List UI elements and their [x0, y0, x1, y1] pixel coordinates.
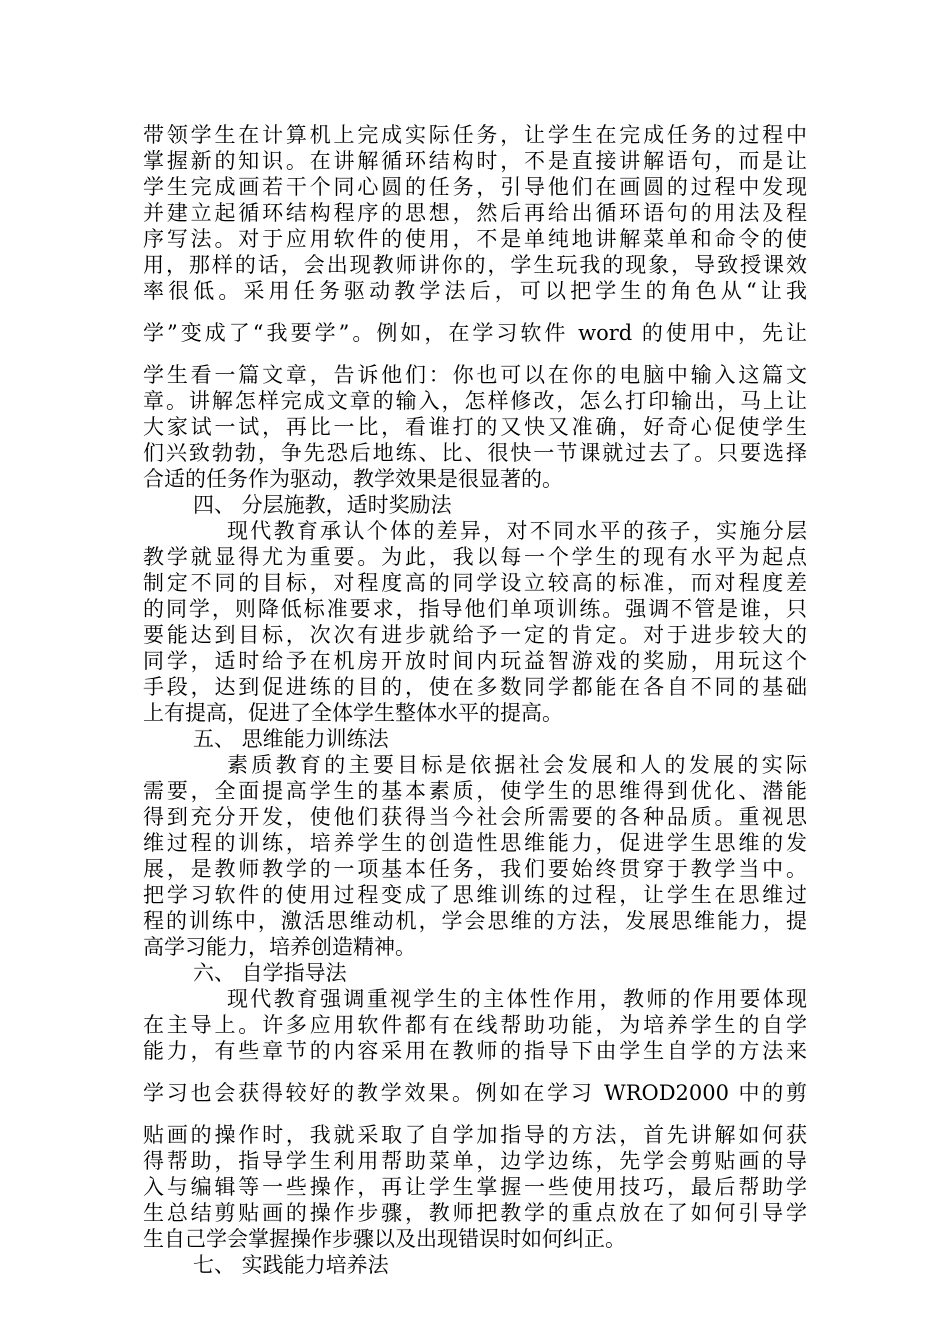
- text-line: 生自己学会掌握操作步骤以及出现错误时如何纠正。: [143, 1227, 626, 1251]
- document-body: [143, 122, 807, 1278]
- text-line: 展，是教师教学的一项基本任务，我们要始终贯穿于教学当中。: [143, 857, 807, 881]
- text-line: 大家试一试，再比一比，看谁打的又快又准确，好奇心促使学生: [143, 415, 807, 439]
- text-line: 素质教育的主要目标是依据社会发展和人的发展的实际: [227, 753, 807, 777]
- text-line: 生总结剪贴画的操作步骤，教师把教学的重点放在了如何引导学: [143, 1201, 807, 1225]
- text-line: 带领学生在计算机上完成实际任务，让学生在完成任务的过程中: [143, 123, 807, 147]
- text-line: 现代教育承认个体的差异，对不同水平的孩子，实施分层: [227, 519, 807, 543]
- text-line: 要能达到目标，次次有进步就给予一定的肯定。对于进步较大的: [143, 623, 807, 647]
- text-line: 能力，有些章节的内容采用在教师的指导下由学生自学的方法来: [143, 1039, 807, 1063]
- text-line: 章。讲解怎样完成文章的输入，怎样修改，怎么打印输出，马上让: [143, 389, 807, 413]
- text-line: 率很低。采用任务驱动教学法后，可以把学生的角色从“让我: [143, 279, 807, 303]
- text-line: 合适的任务作为驱动，教学效果是很显著的。: [143, 467, 563, 491]
- text-line: 现代教育强调重视学生的主体性作用，教师的作用要体现: [227, 987, 807, 1011]
- text-line: 入与编辑等一些操作，再让学生掌握一些使用技巧，最后帮助学: [143, 1175, 807, 1199]
- text-line: 在主导上。许多应用软件都有在线帮助功能，为培养学生的自学: [143, 1013, 807, 1037]
- text-line: 维过程的训练，培养学生的创造性思维能力，促进学生思维的发: [143, 831, 807, 855]
- text-line: 学生看一篇文章，告诉他们：你也可以在你的电脑中输入这篇文: [143, 363, 807, 387]
- text-line: 学生完成画若干个同心圆的任务，引导他们在画圆的过程中发现: [143, 175, 807, 199]
- text-line: 高学习能力，培养创造精神。: [143, 935, 416, 959]
- text-line: 贴画的操作时，我就采取了自学加指导的方法，首先讲解如何获: [143, 1123, 807, 1147]
- text-line: 学习也会获得较好的教学效果。例如在学习 WROD2000 中的剪: [143, 1081, 807, 1105]
- text-line: 学”变成了“我要学”。例如，在学习软件 word 的使用中，先让: [143, 321, 807, 345]
- text-line: 把学习软件的使用过程变成了思维训练的过程，让学生在思维过: [143, 883, 807, 907]
- text-line: 需要，全面提高学生的基本素质，使学生的思维得到优化、潜能: [143, 779, 807, 803]
- text-line: 程的训练中，激活思维动机，学会思维的方法，发展思维能力，提: [143, 909, 807, 933]
- section-heading: 七、 实践能力培养法: [193, 1253, 389, 1277]
- text-line: 手段，达到促进练的目的，使在多数同学都能在各自不同的基础: [143, 675, 807, 699]
- text-line: 得到充分开发，使他们获得当今社会所需要的各种品质。重视思: [143, 805, 807, 829]
- section-heading: 五、 思维能力训练法: [193, 727, 389, 751]
- text-line: 们兴致勃勃，争先恐后地练、比、很快一节课就过去了。只要选择: [143, 441, 807, 465]
- text-line: 同学，适时给予在机房开放时间内玩益智游戏的奖励，用玩这个: [143, 649, 807, 673]
- text-line: 用，那样的话，会出现教师讲你的，学生玩我的现象，导致授课效: [143, 253, 807, 277]
- text-line: 并建立起循环结构程序的思想，然后再给出循环语句的用法及程: [143, 201, 807, 225]
- text-line: 得帮助，指导学生利用帮助菜单，边学边练，先学会剪贴画的导: [143, 1149, 807, 1173]
- text-line: 教学就显得尤为重要。为此，我以每一个学生的现有水平为起点: [143, 545, 807, 569]
- text-line: 制定不同的目标，对程度高的同学设立较高的标准，而对程度差: [143, 571, 807, 595]
- text-line: 上有提高，促进了全体学生整体水平的提高。: [143, 701, 563, 725]
- section-heading: 六、 自学指导法: [193, 961, 347, 985]
- section-heading: 四、 分层施教，适时奖励法: [193, 493, 452, 517]
- text-line: 掌握新的知识。在讲解循环结构时，不是直接讲解语句，而是让: [143, 149, 807, 173]
- text-line: 序写法。对于应用软件的使用，不是单纯地讲解菜单和命令的使: [143, 227, 807, 251]
- text-line: 的同学，则降低标准要求，指导他们单项训练。强调不管是谁，只: [143, 597, 807, 621]
